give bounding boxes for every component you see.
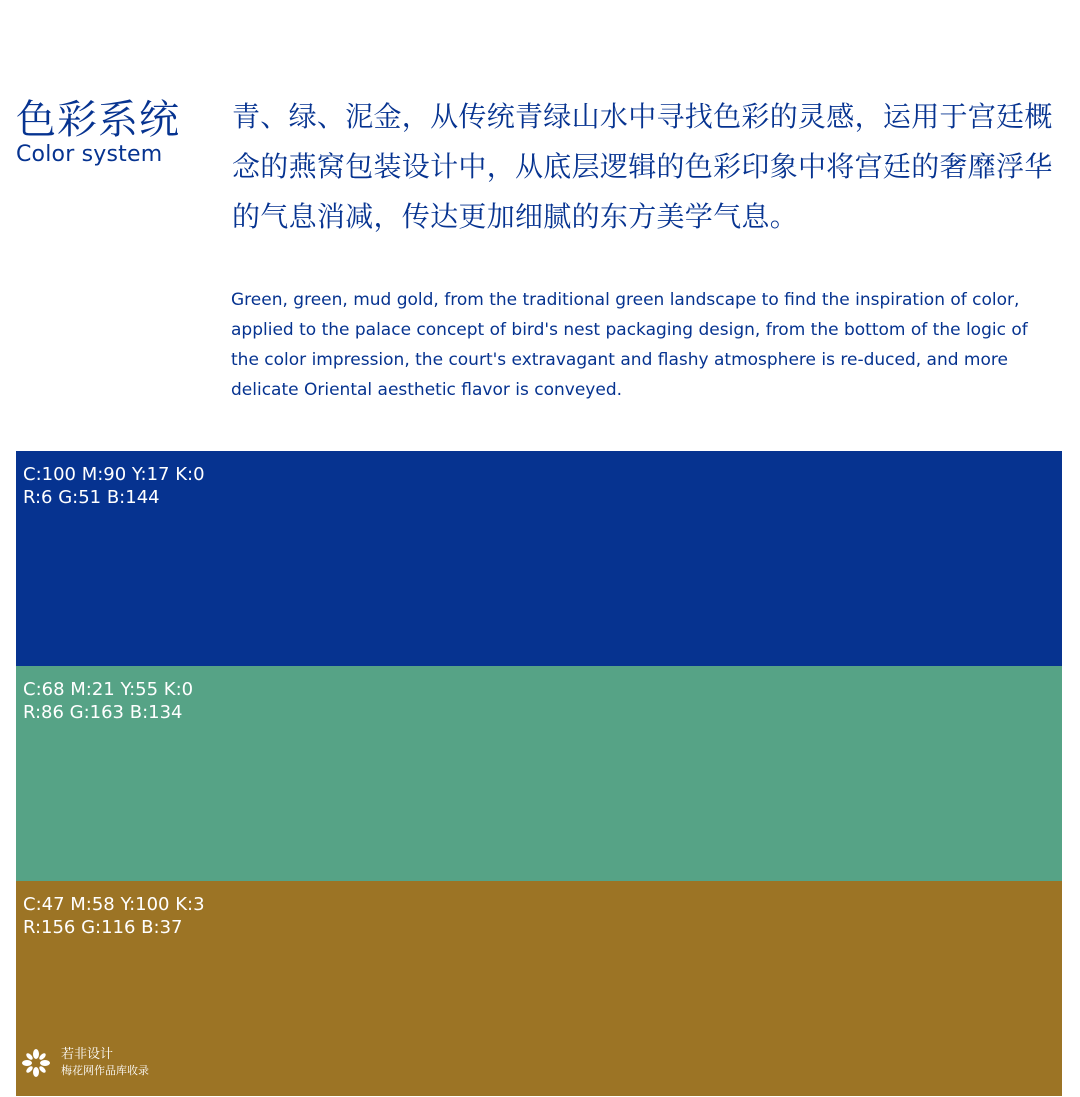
watermark-text <box>61 1047 149 1078</box>
swatch-codes <box>23 463 205 509</box>
intro-english: Green, green, mud gold, from the traditional green landscape to find the inspiration of color, applied to the palace concept of bird's nest packaging design, from the bottom of the logic of the color impression, the court's extravagant and flashy atmosphere is re-duced, and more delicate Oriental aesthetic flavor is conveyed. <box>231 290 1028 400</box>
swatch-gold <box>16 881 1062 1096</box>
swatch-rgb: R:156 G:116 B:37 <box>23 917 183 938</box>
swatch-rgb: R:6 G:51 B:144 <box>23 487 160 508</box>
swatch-rgb: R:86 G:163 B:134 <box>23 702 183 723</box>
section-title <box>16 96 216 168</box>
color-swatches <box>16 451 1062 1096</box>
intro-chinese: 青、绿、泥金，从传统青绿山水中寻找色彩的灵感，运用于宫廷概念的燕窝包装设计中，从底层逻辑的色彩印象中将宫廷的奢靡浮华的气息消减，传达更加细腻的东方美学气息。 <box>232 100 1053 233</box>
swatch-cmyk: C:47 M:58 Y:100 K:3 <box>23 894 205 915</box>
plum-blossom-logo-icon <box>21 1048 51 1078</box>
watermark <box>21 1047 149 1078</box>
swatch-cmyk: C:100 M:90 Y:17 K:0 <box>23 464 205 485</box>
swatch-codes <box>23 678 193 724</box>
watermark-line1: 若非设计 <box>61 1047 114 1062</box>
title-chinese: 色彩系统 <box>16 97 180 143</box>
swatch-codes <box>23 893 205 939</box>
title-english: Color system <box>16 142 163 167</box>
swatch-cmyk: C:68 M:21 Y:55 K:0 <box>23 679 194 700</box>
watermark-line2: 梅花网作品库收录 <box>61 1064 149 1077</box>
swatch-green <box>16 666 1062 881</box>
swatch-blue <box>16 451 1062 666</box>
